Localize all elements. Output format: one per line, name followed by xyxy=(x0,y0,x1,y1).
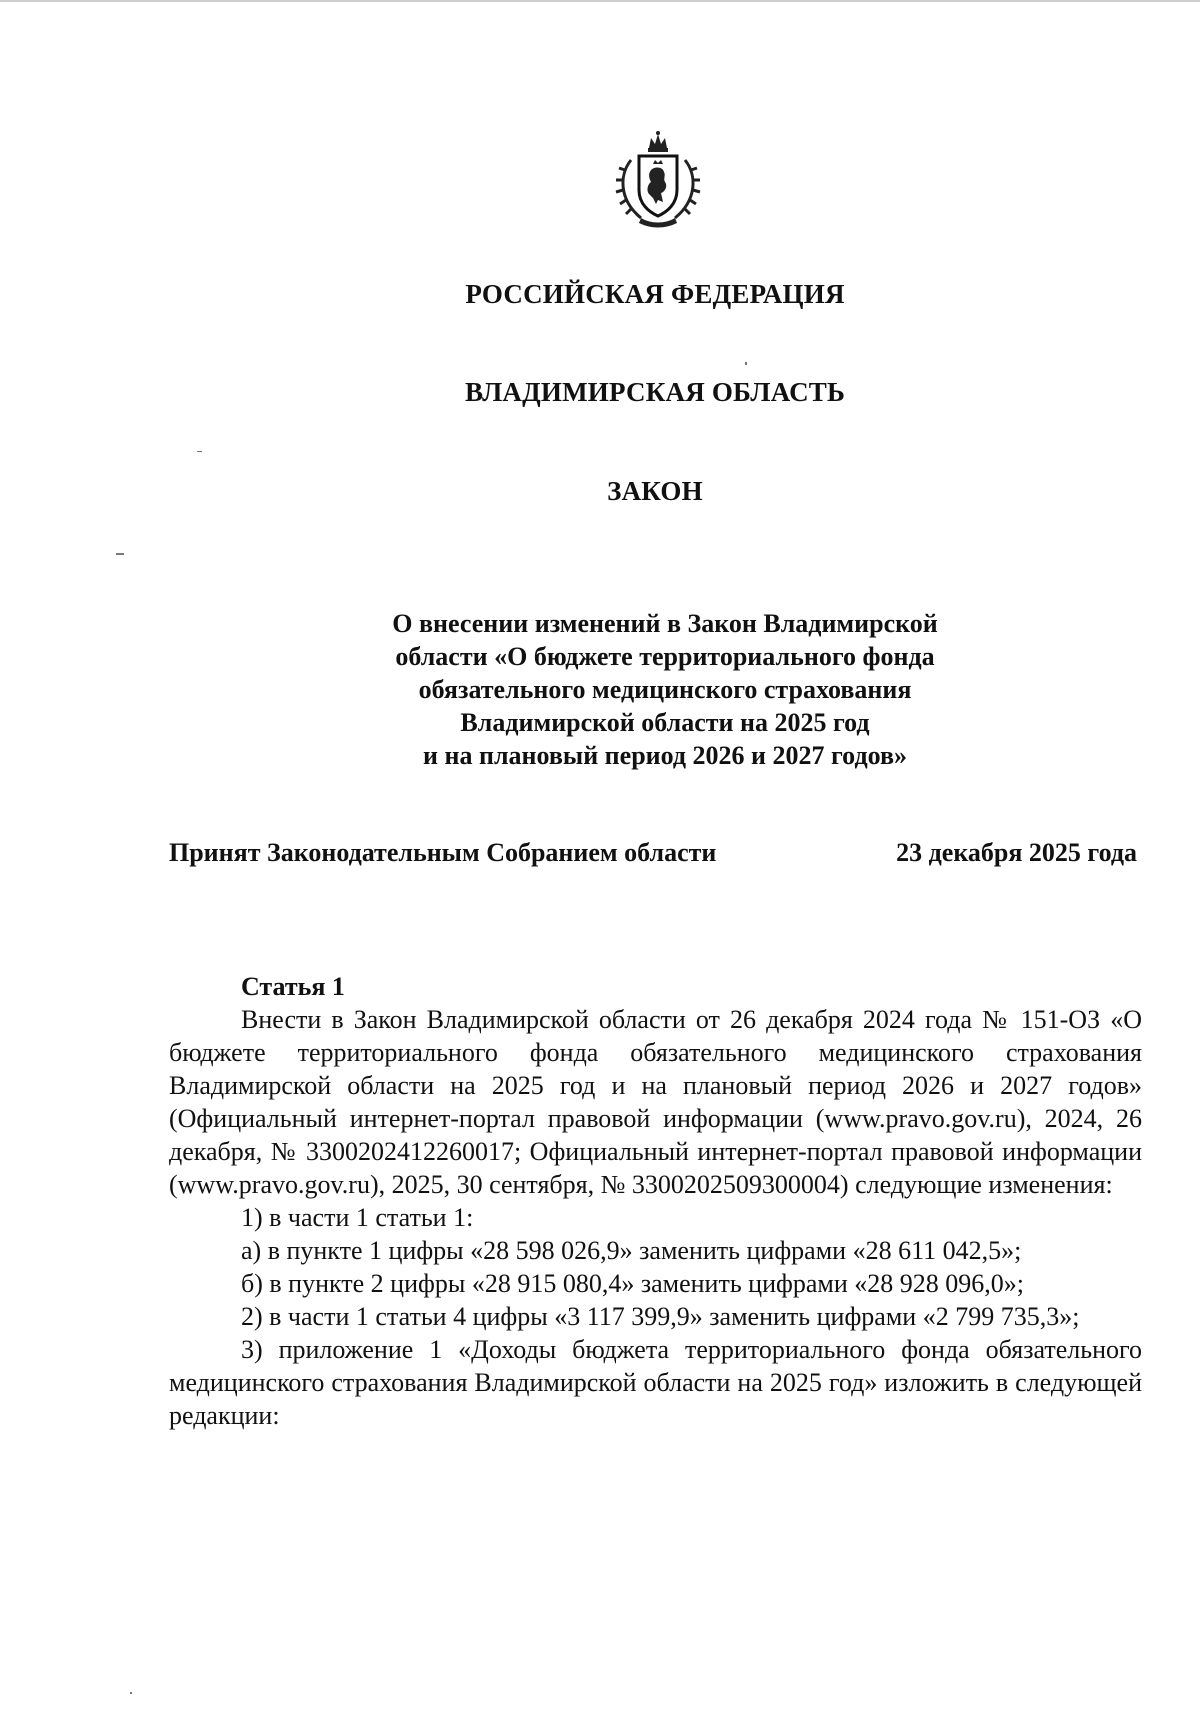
law-title xyxy=(300,607,1030,772)
country-heading: РОССИЙСКАЯ ФЕДЕРАЦИЯ xyxy=(465,279,845,309)
adoption-label: Принят Законодательным Собранием области xyxy=(169,838,717,867)
coat-of-arms-icon xyxy=(611,130,705,230)
law-title-line: О внесении изменений в Закон Владимирской xyxy=(392,609,938,638)
adoption-date: 23 декабря 2025 года xyxy=(896,838,1137,867)
scan-speck xyxy=(745,362,747,365)
scan-speck xyxy=(130,1692,132,1694)
law-title-line: Владимирской области на 2025 год xyxy=(460,708,870,737)
article-title: Статья 1 xyxy=(241,972,345,1001)
article-intro-paragraph: Внести в Закон Владимирской области от 26 декабря 2024 года № 151-ОЗ «О бюджете территориального фонда обязательного медицинского страхования Владимирской области на 2025 год и на плановый период 2026 и 2027 годов» (Официальный интернет-портал правовой информации (www.pravo.gov.ru), 2024, 26 декабря, № 3300202412260017; Официальный интернет-портал правовой информации (www.pravo.gov.ru), 2025, 30 сентября, № 3300202509300004) следующие изменения: xyxy=(169,1005,1142,1199)
law-title-line: области «О бюджете территориального фонда xyxy=(395,642,935,671)
amendment-subitem: а) в пункте 1 цифры «28 598 026,9» заменить цифрами «28 611 042,5»; xyxy=(241,1236,1022,1265)
amendment-item: 2) в части 1 статьи 4 цифры «3 117 399,9» заменить цифрами «2 799 735,3»; xyxy=(241,1302,1080,1331)
adoption-line xyxy=(169,838,1137,874)
region-heading: ВЛАДИМИРСКАЯ ОБЛАСТЬ xyxy=(464,377,846,407)
scan-speck xyxy=(197,451,202,452)
article-body xyxy=(169,970,1142,1432)
page-top-edge xyxy=(0,0,1200,2)
amendment-subitem: б) в пункте 2 цифры «28 915 080,4» заменить цифрами «28 928 096,0»; xyxy=(241,1269,1024,1298)
doc-type-heading: ЗАКОН xyxy=(607,476,703,506)
law-title-line: и на плановый период 2026 и 2027 годов» xyxy=(423,741,907,770)
amendment-item: 1) в части 1 статьи 1: xyxy=(241,1203,474,1232)
amendment-item: 3) приложение 1 «Доходы бюджета территориального фонда обязательного медицинского страхования Владимирской области на 2025 год» изложить в следующей редакции: xyxy=(169,1335,1142,1430)
scan-speck xyxy=(116,553,124,555)
law-title-line: обязательного медицинского страхования xyxy=(418,675,912,704)
